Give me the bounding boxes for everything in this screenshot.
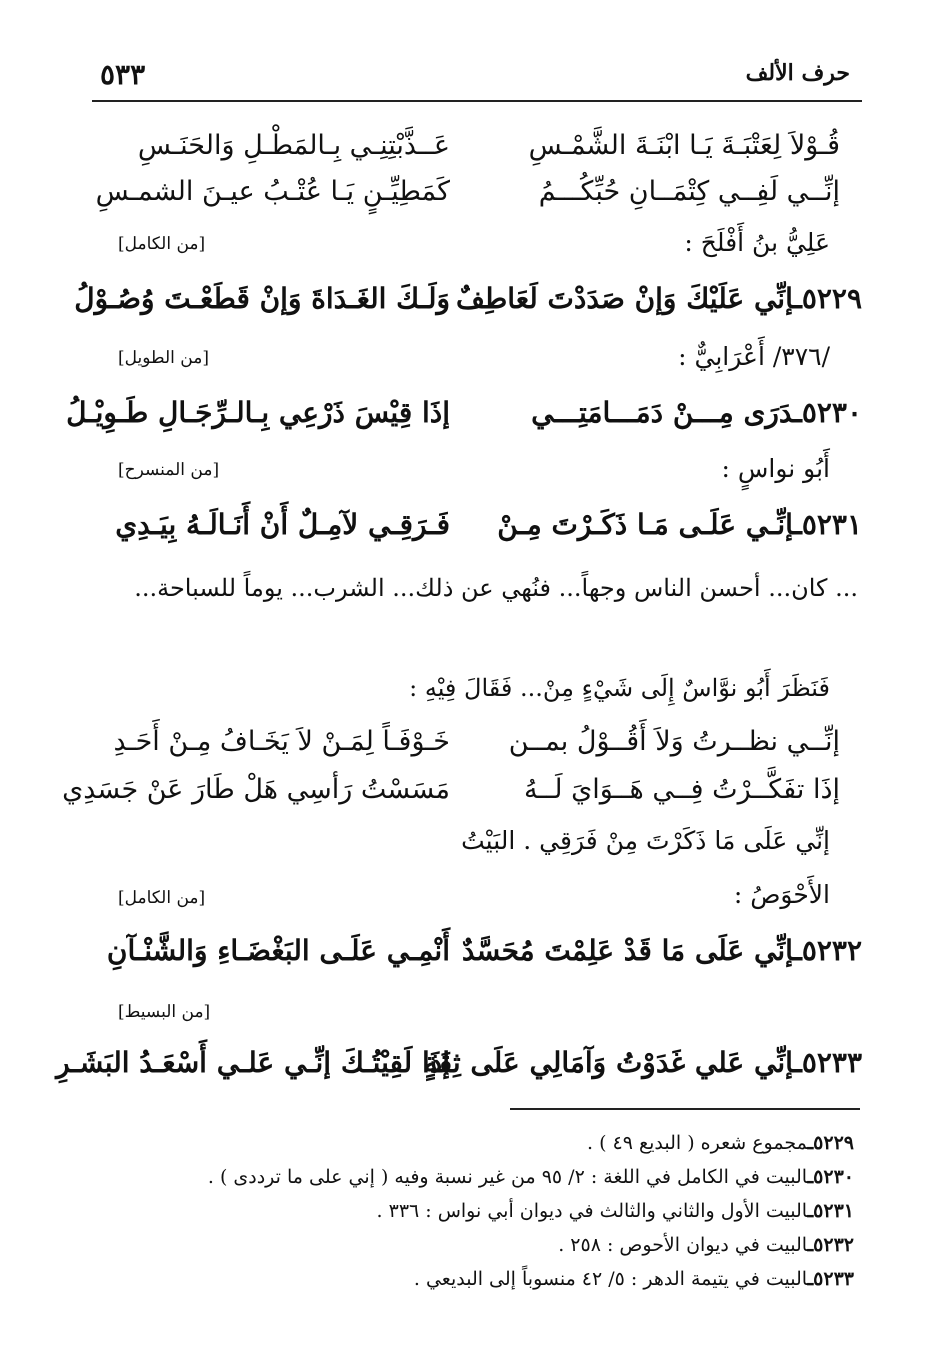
- footnote-text: البيت في الكامل في اللغة : ٢/ ٩٥ من غير نسبة وفيه ( إني على ما ترددى ) .: [207, 1166, 808, 1188]
- verse-left: إذَا قِيْسَ ذَرْعِي بِـالـرِّجَـالِ طَـوِيْـلُ: [66, 396, 450, 429]
- meter-label: [من البسيط]: [118, 1002, 211, 1022]
- meter-label: [من الكامل]: [118, 234, 206, 254]
- verse-text: دَرَى مِـــنْ دَمَـــامَتِـــي: [531, 396, 794, 429]
- prose-line: فَنَظَرَ أَبُو نوَّاسٌ إِلَى شَيْءٍ مِنْ... فَقَالَ فِيْهِ :: [409, 674, 830, 702]
- footnote: [208, 1166, 854, 1188]
- poet-name: الأَحْوَصُ :: [733, 880, 830, 909]
- verse-right: قُـوْلاَ لِعَتْبَـةَ يَـا ابْنَـةَ الشَّمْـسِ: [528, 130, 840, 161]
- footnote-number: ٥٢٣٠ـ: [807, 1166, 854, 1188]
- verse-right: [452, 934, 862, 967]
- footnote-number: ٥٢٣٢ـ: [807, 1234, 854, 1256]
- verse-right: [452, 282, 862, 315]
- verse-right: [452, 508, 862, 541]
- verse-text: إنِّـي عَلَـى مَـا ذَكَـرْتَ مِـنْ: [497, 508, 794, 541]
- footnote-text: البيت الأول والثاني والثالث في ديوان أبي نواس : ٣٣٦ .: [376, 1200, 808, 1222]
- header-divider: [92, 100, 862, 102]
- poet-name: /٣٧٦/ أَعْرَابِيٌّ :: [678, 342, 830, 371]
- verse-left: خَـوْفَـاً لِمَـنْ لاَ يَخَـافُ مِـنْ أَحَـدِ: [113, 726, 450, 757]
- verse-left: وَلَـكَ الغَـدَاةَ وَإنْ قَطَعْـتَ وُصُـوْلُ: [74, 282, 450, 315]
- verse-number: ٥٢٣١ـ: [793, 508, 862, 541]
- poet-name: عَلِيُّ بنُ أَفْلَحَ :: [684, 228, 830, 257]
- verse-number: ٥٢٣٠ـ: [793, 396, 862, 429]
- footnote: [414, 1268, 854, 1290]
- verse-number: ٥٢٢٩ـ: [793, 282, 862, 315]
- verse-number: ٥٢٣٣ـ: [793, 1046, 862, 1079]
- verse-left: عَــذَّبْتِنِـي بِـالمَطْـلِ وَالحَنَـسِ: [137, 130, 450, 161]
- meter-label: [من المنسرح]: [118, 460, 220, 480]
- meter-label: [من الكامل]: [118, 888, 206, 908]
- footnote-text: مجموع شعره ( البديع ٤٩ ) .: [586, 1132, 808, 1154]
- verse-text: إنِّي عَلَى مَا قَدْ عَلِمْتَ مُحَسَّدٌ: [461, 934, 794, 967]
- verse-text: إنِّي عَلي غَدَوْتُ وَآمَالِي عَلَى ثِقَةٍ: [423, 1046, 794, 1079]
- chapter-title: حرف الألف: [745, 60, 850, 86]
- verse-text: إنِّي عَلَيْكَ وَإنْ صَدَدْتَ لَعَاطِفٌ: [455, 282, 794, 315]
- verse-left: كَمَطِيِّـنٍ يَـا عُتْـبُ عيـنَ الشمـسِ: [95, 176, 450, 207]
- verse-left: مَسَسْتُ رَأسِي هَلْ طَارَ عَنْ جَسَدِي: [62, 774, 450, 805]
- footnote: [587, 1132, 854, 1154]
- footnote-number: ٥٢٣١ـ: [807, 1200, 854, 1222]
- verse-left: أَنْمِـي عَلَـى البَغْضَـاءِ وَالشَّنْـآنِ: [106, 934, 450, 967]
- verse-left: فَـرَقِـي لآمِـلٌ أَنْ أَنَـالَـهُ بِيَـدِي: [115, 508, 450, 541]
- verse-number: ٥٢٣٢ـ: [793, 934, 862, 967]
- verse-right: [452, 396, 862, 429]
- verse-right: [423, 1046, 862, 1079]
- poet-name: أَبُو نواسٍ :: [721, 454, 830, 483]
- verse-right: إذَا تفَكَّــرْتُ فِــي هَــوَايَ لَــهُ: [524, 774, 840, 805]
- page-number: ٥٣٣: [100, 58, 146, 91]
- footnote-number: ٥٢٢٩ـ: [807, 1132, 854, 1154]
- verse-single: إنِّي عَلَى مَا ذَكَرْتَ مِنْ فَرَقِي . البَيْتُ: [461, 826, 830, 855]
- footnote: [558, 1234, 854, 1256]
- footnote-divider: [510, 1108, 860, 1110]
- verse-right: إنِّــي لَفِــي كِتْمَــانِ حُبِّكُـــمُ: [538, 176, 840, 207]
- prose-paragraph: ... كان... أحسن الناس وجهاً... فنُهي عن ذلك... الشرب... يوماً للسباحة...: [134, 574, 858, 602]
- footnote-text: البيت في يتيمة الدهر : ٥/ ٤٢ منسوباً إلى البديعي .: [413, 1268, 808, 1290]
- verse-right: إنِّــي نظــرتُ وَلاَ أَقُــوْلُ بمــن: [508, 726, 840, 757]
- meter-label: [من الطويل]: [118, 348, 209, 368]
- footnote-number: ٥٢٣٣ـ: [807, 1268, 854, 1290]
- footnote-text: البيت في ديوان الأحوص : ٢٥٨ .: [558, 1234, 808, 1256]
- verse-left: إذَا لَقِيْتُـكَ إنِّـي عَلـي أَسْعَـدُ البَشَـرِ: [56, 1046, 450, 1079]
- footnote: [377, 1200, 854, 1222]
